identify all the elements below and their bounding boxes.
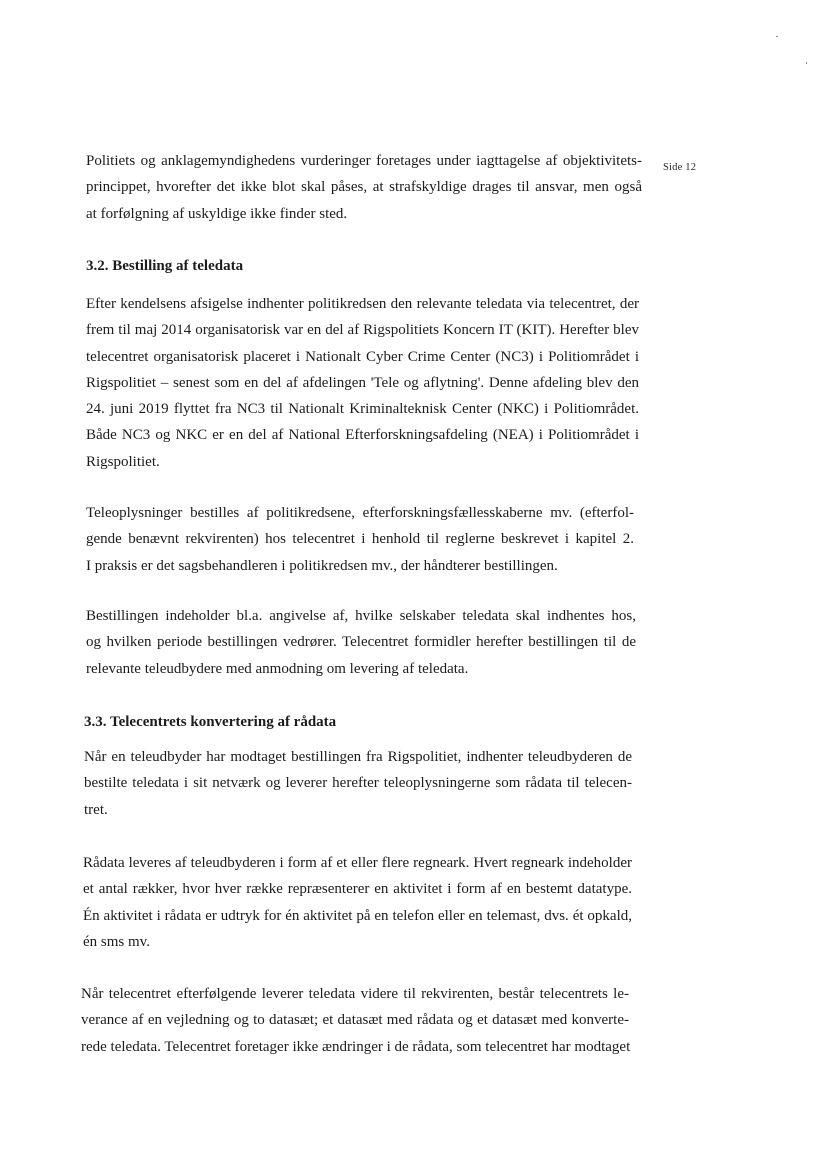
text-line: tret. [84, 801, 108, 818]
text-line: rede teledata. Telecentret foretager ikke ændringer i de rådata, som telecentret har modtaget [81, 1038, 631, 1055]
section-3-2-paragraph-1 [86, 291, 639, 475]
section-heading-3-2: 3.2. Bestilling af teledata [86, 258, 244, 274]
text-line: gende benævnt rekvirenten) hos telecentret i henhold til reglerne beskrevet i kapitel 2. [86, 531, 634, 548]
text-line: Rigspolitiet – senest som en del af afdelingen 'Tele og aflytning'. Denne afdeling blev den [86, 374, 639, 391]
text-line: én sms mv. [83, 933, 150, 950]
text-line: Når en teleudbyder har modtaget bestillingen fra Rigspolitiet, indhenter teleudbyderen de [84, 749, 632, 765]
text-line: princippet, hvorefter det ikke blot skal påses, at strafskyldige drages til ansvar, men også [86, 179, 642, 196]
section-3-3-paragraph-1 [84, 744, 632, 823]
text-line: Rådata leveres af teleudbyderen i form af et eller flere regneark. Hvert regneark indeholder [83, 855, 632, 871]
text-line: Bestillingen indeholder bl.a. angivelse af, hvilke selskaber teledata skal indhentes hos, [86, 608, 636, 624]
text-line: Teleoplysninger bestilles af politikredsene, efterforskningsfællesskaberne mv. (efterfol- [86, 505, 634, 521]
text-line: verance af en vejledning og to datasæt; et datasæt med rådata og et datasæt med konverte- [81, 1012, 629, 1029]
text-line: at forfølgning af uskyldige ikke finder sted. [86, 205, 348, 222]
text-line: Én aktivitet i rådata er udtryk for én aktivitet på en telefon eller en telemast, dvs. ét opkald, [83, 907, 632, 924]
intro-paragraph [86, 148, 642, 227]
text-line: Både NC3 og NKC er en del af National Efterforskningsafdeling (NEA) i Politiområdet i [86, 427, 639, 444]
text-line: 24. juni 2019 flyttet fra NC3 til Nationalt Kriminalteknisk Center (NKC) i Politiområdet. [86, 401, 639, 418]
text-line: Rigspolitiet. [86, 453, 160, 470]
text-line: frem til maj 2014 organisatorisk var en del af Rigspolitiets Koncern IT (KIT). Herefter blev [86, 322, 639, 339]
section-3-2-paragraph-3 [86, 603, 636, 682]
text-line: og hvilken periode bestillingen vedrører. Telecentret formidler herefter bestillingen til de [86, 634, 636, 651]
scan-speck [776, 36, 778, 37]
text-line: Når telecentret efterfølgende leverer teledata videre til rekvirenten, består telecentrets le- [81, 986, 629, 1002]
section-heading-3-3: 3.3. Telecentrets konvertering af rådata [84, 714, 337, 730]
text-line: I praksis er det sagsbehandleren i politikredsen mv., der håndterer bestillingen. [86, 557, 558, 574]
text-line: Politiets og anklagemyndighedens vurderinger foretages under iagttagelse af objektivitets- [86, 153, 642, 169]
section-3-3-paragraph-3 [81, 981, 629, 1060]
text-line: telecentret organisatorisk placeret i Nationalt Cyber Crime Center (NC3) i Politiområdet i [86, 348, 639, 365]
text-line: relevante teleudbydere med anmodning om levering af teledata. [86, 660, 469, 677]
section-3-3-paragraph-2 [83, 850, 632, 955]
scan-speck [806, 62, 807, 64]
text-line: bestilte teledata i sit netværk og leverer herefter teleoplysningerne som rådata til telecen- [84, 775, 632, 792]
text-line: Efter kendelsens afsigelse indhenter politikredsen den relevante teledata via telecentret, der [86, 296, 639, 312]
text-line: et antal rækker, hvor hver række repræsenterer en aktivitet i form af en bestemt datatype. [83, 881, 632, 898]
section-3-2-paragraph-2 [86, 500, 634, 579]
page-number: Side 12 [663, 162, 697, 173]
